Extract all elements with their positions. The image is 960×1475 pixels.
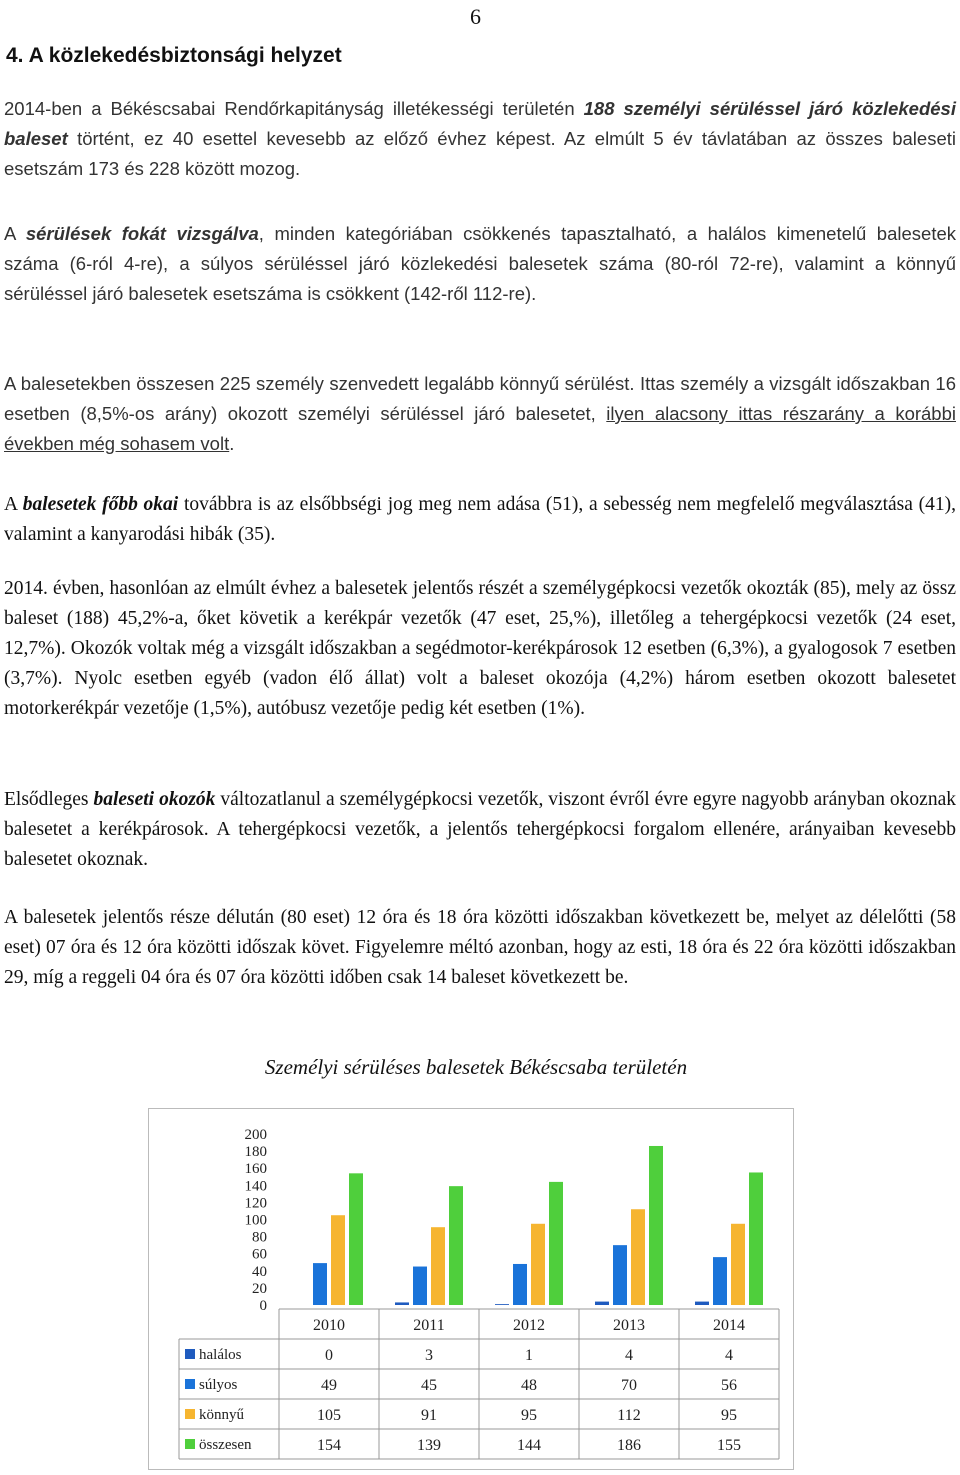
data-value: 4 (625, 1347, 633, 1364)
p5-text-1: 2014. évben, hasonlóan az elmúlt évhez a balesetek jelentős részét a személygépkocsi vezetők okozták (85), mely az össz baleset (188) 45,2%-a, őket követik a kerékpár vezetők (47 eset, 25,%), illetőleg a tehergépkocsi vezetők (24 eset, 12,7%). Okozók voltak még a vizsgált időszakban a segédmotor-kerékpárosok 12 esetben (6,3%), a gyalogosok 7 esetben (3,7%). Nyolc esetben egyéb (vadon élő állat) volt a baleset okozója (4,2%) három esetben okozott balesetet motorkerékpár vezetője (1,5%), autóbusz vezetője pedig két esetben (1%). (4, 578, 956, 719)
category-label: 2011 (413, 1317, 445, 1334)
p4-text-2: továbbra is az elsőbbségi jog meg nem adása (51), a sebesség nem megfelelő megválasztása (41), valamint a kanyarodási hibák (35). (4, 494, 956, 545)
legend-swatch-súlyos (185, 1379, 195, 1389)
p4-text-1: A (4, 494, 23, 515)
category-label: 2010 (313, 1317, 345, 1334)
data-value: 3 (425, 1347, 433, 1364)
paragraph-summary (4, 94, 956, 184)
data-value: 91 (421, 1407, 437, 1424)
p6-highlight: baleseti okozók (93, 789, 216, 810)
y-tick-label: 20 (252, 1280, 267, 1297)
y-tick-label: 100 (244, 1212, 267, 1229)
bar-súlyos-2010 (313, 1263, 327, 1305)
p1-text-2: történt, ez 40 esettel kevesebb az előző évhez képest. Az elmúlt 5 év távlatában az összes baleseti esetszám 173 és 228 között mozog. (4, 128, 956, 179)
bar-összesen-2013 (649, 1146, 663, 1305)
category-label: 2013 (613, 1317, 645, 1334)
bar-halálos-2011 (395, 1302, 409, 1305)
data-value: 154 (317, 1437, 341, 1454)
p6-text-1: Elsődleges (4, 789, 94, 810)
page-number: 6 (470, 4, 481, 29)
data-value: 144 (517, 1437, 541, 1454)
bar-összesen-2014 (749, 1172, 763, 1305)
y-tick-label: 0 (259, 1298, 267, 1314)
data-value: 4 (725, 1347, 733, 1364)
y-tick-label: 80 (252, 1229, 267, 1246)
data-value: 1 (525, 1347, 533, 1364)
legend-swatch-halálos (185, 1349, 195, 1359)
data-value: 70 (621, 1377, 637, 1394)
legend-label: halálos (199, 1347, 242, 1363)
data-value: 48 (521, 1377, 537, 1394)
bar-könnyű-2010 (331, 1215, 345, 1305)
bar-súlyos-2012 (513, 1264, 527, 1305)
y-tick-label: 40 (252, 1263, 267, 1280)
p7-text-1: A balesetek jelentős része délután (80 eset) 12 óra és 18 óra közötti időszakban következett be, melyet az délelőtti (58 eset) 07 óra és 12 óra közötti időszak követ. Figyelemre méltó azonban, hogy az esti, 18 óra és 22 óra közötti időszakban 29, míg a reggeli 04 óra és 07 óra közötti időben csak 14 baleset következett be. (4, 907, 956, 988)
data-value: 56 (721, 1377, 737, 1394)
p3-underlined: ilyen alacsony ittas részarány a korábbi években még sohasem volt (4, 403, 956, 454)
paragraph-injury-severity (4, 219, 956, 309)
data-value: 139 (417, 1437, 441, 1454)
p3-text-1: A balesetekben összesen 225 személy szenvedett legalább könnyű sérülést. Ittas személy a vizsgált időszakban 16 esetben (8,5%-os arány) okozott személyi sérüléssel járó balesetet, (4, 373, 956, 424)
paragraph-primary-causers (4, 785, 956, 875)
p2-text-2: , minden kategóriában csökkenés tapasztalható, a halálos kimenetelű balesetek száma (6-ról 4-re), a súlyos sérüléssel járó közlekedési balesetek száma (80-ról 72-re), valamint a könnyű sérüléssel járó balesetek esetszáma is csökkent (142-ről 112-re). (4, 223, 956, 304)
data-value: 105 (317, 1407, 341, 1424)
paragraph-time-of-day (4, 903, 956, 993)
p2-highlight: sérülések fokát vizsgálva (25, 223, 259, 244)
bar-könnyű-2012 (531, 1224, 545, 1305)
legend-label: könnyű (199, 1407, 244, 1423)
legend-label: súlyos (199, 1377, 238, 1393)
bar-könnyű-2011 (431, 1227, 445, 1305)
p3-text-2: . (229, 433, 235, 454)
data-value: 112 (617, 1407, 641, 1424)
section-heading: 4. A közlekedésbiztonsági helyzet (6, 44, 342, 67)
category-label: 2012 (513, 1317, 545, 1334)
paragraph-main-causes (4, 490, 956, 550)
paragraph-drunk-driving (4, 369, 956, 459)
bar-halálos-2013 (595, 1302, 609, 1305)
legend-label: összesen (199, 1437, 252, 1453)
y-tick-label: 120 (244, 1195, 267, 1212)
legend-swatch-könnyű (185, 1409, 195, 1419)
bar-súlyos-2013 (613, 1245, 627, 1305)
bar-összesen-2011 (449, 1186, 463, 1305)
y-tick-label: 200 (244, 1127, 267, 1143)
data-value: 186 (617, 1437, 641, 1454)
data-value: 49 (321, 1377, 337, 1394)
category-label: 2014 (713, 1317, 745, 1334)
bar-halálos-2014 (695, 1302, 709, 1305)
bar-halálos-2012 (495, 1304, 509, 1305)
bar-súlyos-2014 (713, 1257, 727, 1305)
bar-összesen-2010 (349, 1173, 363, 1305)
bar-összesen-2012 (549, 1182, 563, 1305)
bar-chart (149, 1109, 793, 1469)
data-value: 95 (521, 1407, 537, 1424)
bar-súlyos-2011 (413, 1267, 427, 1305)
chart-caption: Személyi sérüléses balesetek Békéscsaba területén (264, 1055, 688, 1079)
p6-text-2: változatlanul a személygépkocsi vezetők, viszont évről évre egyre nagyobb arányban okoznak balesetet a kerékpárosok. A tehergépkocsi vezetők, a jelentős tehergépkocsi forgalom ellenére, arányaiban kevesebb balesetet okoznak. (4, 789, 956, 870)
bar-könnyű-2014 (731, 1224, 745, 1305)
paragraph-vehicle-types (4, 574, 956, 724)
y-tick-label: 160 (244, 1161, 267, 1178)
data-value: 45 (421, 1377, 437, 1394)
data-value: 95 (721, 1407, 737, 1424)
y-tick-label: 140 (244, 1178, 267, 1195)
p2-text-1: A (4, 223, 26, 244)
bar-könnyű-2013 (631, 1209, 645, 1305)
y-tick-label: 180 (244, 1144, 267, 1161)
data-value: 0 (325, 1347, 333, 1364)
y-tick-label: 60 (252, 1246, 267, 1263)
p1-text-1: 2014-ben a Békéscsabai Rendőrkapitányság illetékességi területén (4, 98, 584, 119)
legend-swatch-összesen (185, 1439, 195, 1449)
p4-highlight: balesetek főbb okai (22, 494, 179, 515)
p1-highlight: 188 személyi sérüléssel járó közlekedési baleset (4, 98, 956, 149)
chart-container (148, 1108, 794, 1470)
data-value: 155 (717, 1437, 741, 1454)
